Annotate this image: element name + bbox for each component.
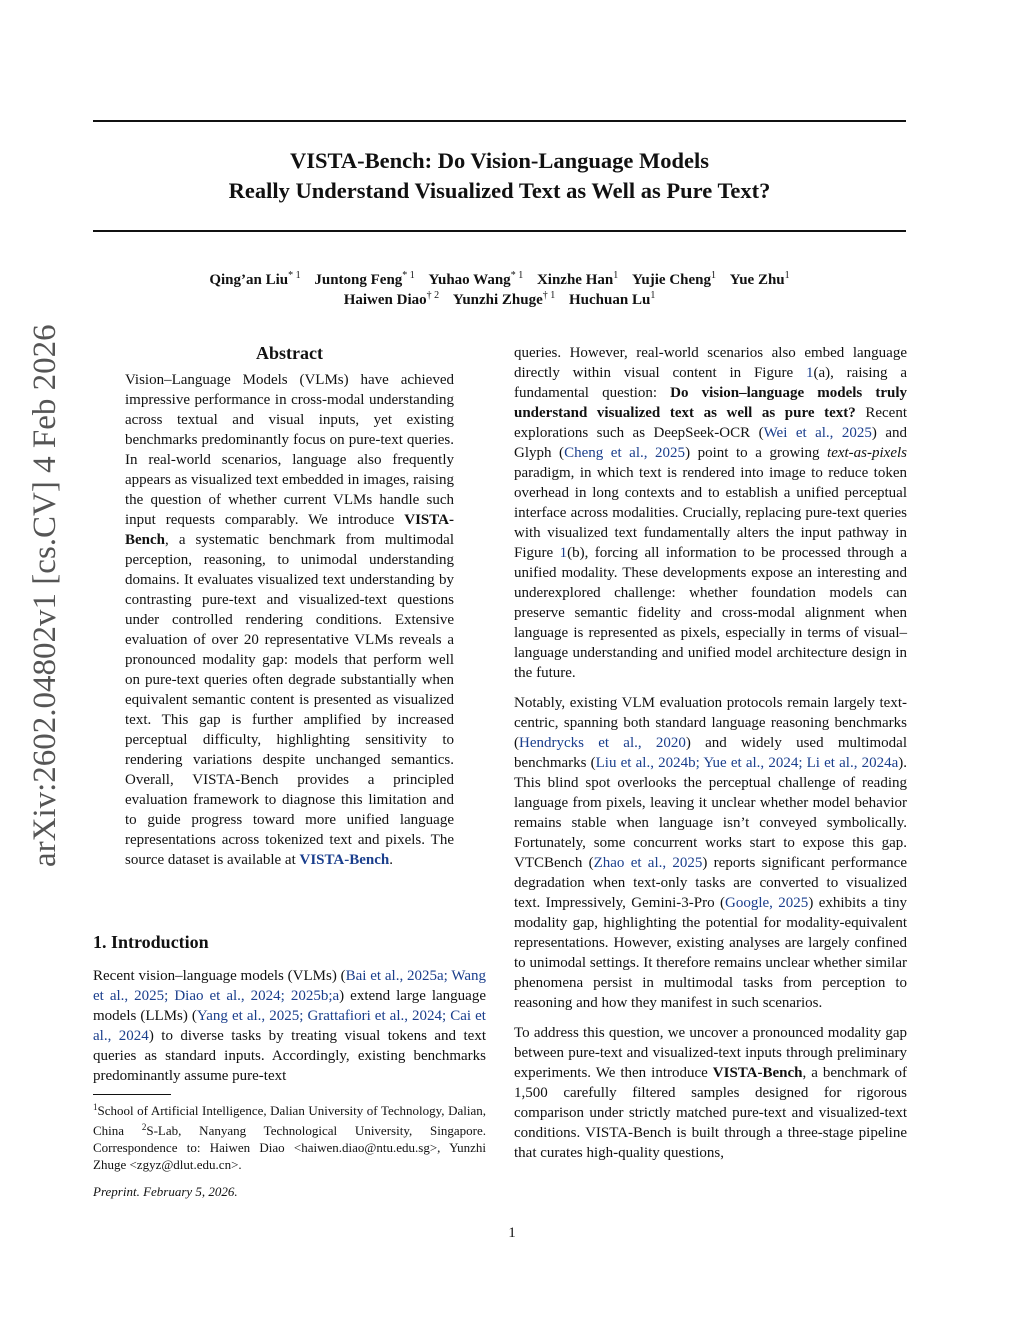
figure-reference-link[interactable]: 1 [559, 545, 568, 561]
intro-paragraph: Recent vision–language models (VLMs) (Bai et al., 2025a; Wang et al., 2025; Diao et al., 2024; 2025b;a) extend large language models (LLMs) (Yang et al., 2025; Grattafiori et al., 2024; Cai et al., 2024) to diverse tasks by treating visual tokens and text queries as standard inputs. Accordingly, existing benchmarks predominantly assume pure-text [93, 968, 487, 1084]
author: Yue Zhu$^1$ [729, 270, 790, 288]
section-heading-introduction: 1. Introduction [93, 932, 209, 952]
figure-reference-link[interactable]: 1 [805, 365, 814, 381]
benchmark-name: VISTA-Bench [125, 512, 454, 548]
body-paragraph: To address this question, we uncover a pronounced modality gap between pure-text and visualized-text inputs through preliminary experiments. We then introduce VISTA-Bench, a benchmark of 1,500 carefully filtered samples designed for rigorous comparison under strictly matched pure-text and visualized-text conditions. VISTA-Bench is built through a three-stage pipeline that curates high-quality questions, [514, 1025, 907, 1161]
citation-link[interactable]: Hendrycks et al., 2020 [519, 735, 686, 751]
emphasis-term: text-as-pixels [827, 445, 907, 461]
right-column [514, 343, 907, 1163]
author: Xinzhe Han$^1$ [536, 270, 619, 288]
research-question: Do vision–language models truly understand visualized text as well as pure text? [514, 385, 907, 421]
abstract-heading: Abstract [256, 343, 323, 363]
body-paragraph: Notably, existing VLM evaluation protocols remain largely text-centric, spanning both standard language reasoning benchmarks (Hendrycks et al., 2020) and widely used multimodal benchmarks (Liu et al., 2024b; Yue et al., 2024; Li et al., 2024a). This blind spot overlooks the perceptual challenge of reading language from pixels, leaving it unclear whether model behavior remains stable when language isn’t conveyed symbolically. Fortunately, some concurrent works start to expose this gap. VTCBench (Zhao et al., 2025) reports significant performance degradation when text-only tasks are converted to visualized text. Impressively, Gemini-3-Pro (Google, 2025) exhibits a tiny modality gap, highlighting the potential for modality-equivalent representations. However, existing analyses are largely confined to unimodal settings. It therefore remains unclear whether similar phenomena persist in multimodal tasks from perception to reasoning and how they manifest in such scenarios. [514, 695, 908, 1011]
citation-link[interactable]: Zhao et al., 2025 [593, 855, 703, 871]
author: Yunzhi Zhuge$^{\dagger 1}$ [452, 290, 556, 308]
author: Haiwen Diao$^{\dagger 2}$ [343, 290, 440, 308]
citation-link[interactable]: Google, 2025 [725, 895, 809, 911]
citation-link[interactable]: Wei et al., 2025 [763, 425, 872, 441]
page-number: 1 [508, 1225, 516, 1241]
body-paragraph: queries. However, real-world scenarios also embed language directly within visual content in Figure 1(a), raising a fundamental question: Do vision–language models truly understand visualized text as well as pure text? Recent explorations such as DeepSeek-OCR (Wei et al., 2025) and Glyph (Cheng et al., 2025) point to a growing text-as-pixels paradigm, in which text is rendered into image to reduce token overhead in long contexts and to establish a unified perceptual interface across modalities. Crucially, replacing pure-text queries with visualized text fundamentally alters the input pathway in Figure 1(b), forcing all information to be processed through a unified modality. These developments expose an interesting and underexplored challenge: whether foundation models can preserve semantic fidelity and cross-modal alignment when language is represented as pixels, especially in terms of visual–language understanding and unified model architecture design in the future. [514, 345, 907, 681]
affiliation-footnote: $^1$School of Artificial Intelligence, Dalian University of Technology, Dalian, China $^2$S-Lab, Nanyang Technological University, Singapore. Correspondence to: Haiwen Diao <haiwen.diao@ntu.edu.sg>, Yunzhi Zhuge <zgyz@dlut.edu.cn>. [93, 1102, 486, 1172]
abstract-text: Vision–Language Models (VLMs) have achieved impressive performance in cross-modal understanding across textual and visual inputs, yet existing benchmarks predominantly focus on pure-text queries. In real-world scenarios, language also frequently appears as visualized text embedded in images, raising the question of whether current VLMs handle such input requests comparably. We introduce VISTA-Bench, a systematic benchmark from multimodal perception, reasoning, to unimodal understanding domains. It evaluates visualized text understanding by contrasting pure-text and visualized-text questions under controlled rendering conditions. Extensive evaluation of over 20 representative VLMs reveals a pronounced modality gap: models that perform well on pure-text queries often degrade substantially when equivalent semantic content is presented as visualized text. This gap is further amplified by increased perceptual difficulty, highlighting sensitivity to rendering variations despite unchanged semantics. Overall, VISTA-Bench provides a principled evaluation framework to diagnose this limitation and to guide progress toward more unified language representations across tokenized text and pixels. The source dataset is available at VISTA-Bench. [125, 372, 454, 868]
dataset-link[interactable]: VISTA-Bench [299, 852, 390, 868]
author: Huchuan Lu$^1$ [569, 290, 656, 308]
title-rule-top [93, 120, 906, 122]
title-rule-bottom [93, 230, 906, 232]
footnote-rule [93, 1094, 171, 1095]
preprint-date: Preprint. February 5, 2026. [93, 1184, 238, 1199]
citation-link[interactable]: Liu et al., 2024b; Yue et al., 2024; Li et al., 2024a [595, 755, 899, 771]
benchmark-name: VISTA-Bench [712, 1065, 803, 1081]
author-list-row-2 [93, 286, 906, 310]
author: Juntong Feng$^{* 1}$ [314, 270, 415, 288]
abstract-section [93, 340, 486, 870]
arxiv-identifier-stamp: arXiv:2602.04802v1 [cs.CV] 4 Feb 2026 [27, 324, 63, 867]
citation-link[interactable]: Cheng et al., 2025 [564, 445, 686, 461]
paper-title-line-2: Really Understand Visualized Text as Well as Pure Text? [228, 178, 771, 203]
citation-link[interactable]: Bai et al., 2025a; Wang et al., 2025; Diao et al., 2024; 2025b;a [93, 968, 486, 1004]
author: Yujie Cheng$^1$ [631, 270, 716, 288]
author: Yuhao Wang$^{* 1}$ [428, 270, 524, 288]
author: Qing’an Liu$^{* 1}$ [209, 270, 301, 288]
citation-link[interactable]: Yang et al., 2025; Grattafiori et al., 2024; Cai et al., 2024 [93, 1008, 486, 1044]
paper-title-line-1: VISTA-Bench: Do Vision-Language Models [289, 148, 709, 173]
